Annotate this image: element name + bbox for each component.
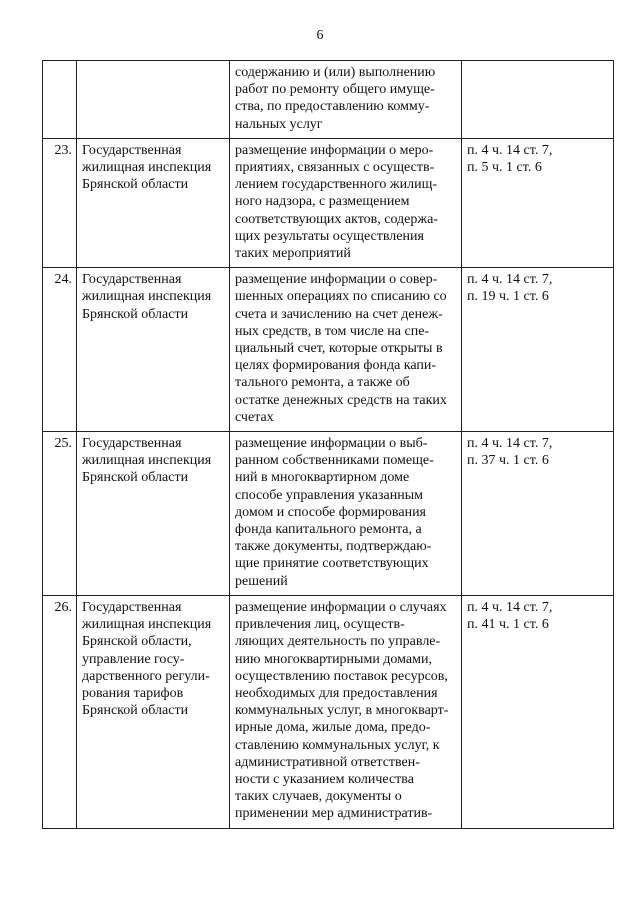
legal-reference: [462, 61, 614, 139]
responsible-organization: Государственная жилищная инспекция Брянской области, управление госу- дарственного регули- рования тарифов Брянской области: [77, 595, 230, 828]
document-table: [42, 60, 614, 829]
legal-reference: п. 4 ч. 14 ст. 7, п. 5 ч. 1 ст. 6: [462, 138, 614, 267]
legal-reference: п. 4 ч. 14 ст. 7, п. 19 ч. 1 ст. 6: [462, 268, 614, 432]
row-number: 25.: [43, 432, 77, 596]
legal-reference: п. 4 ч. 14 ст. 7, п. 41 ч. 1 ст. 6: [462, 595, 614, 828]
table-row: [43, 432, 614, 596]
page-number: 6: [316, 28, 324, 43]
information-description: размещение информации о меро- приятиях, связанных с осуществ- лением государственного жилищ- ного надзора, с размещением соответствующих актов, содержа- щих результаты осуществления таких мероприятий: [230, 138, 462, 267]
row-number: 26.: [43, 595, 77, 828]
responsible-organization: Государственная жилищная инспекция Брянской области: [77, 138, 230, 267]
information-description: размещение информации о выб- ранном собственниками помеще- ний в многоквартирном доме способе управления указанным домом и способе формирования фонда капитального ремонта, а также документы, подтверждаю- щие принятие соответствующих решений: [230, 432, 462, 596]
row-number: [43, 61, 77, 139]
information-description: содержанию и (или) выполнению работ по ремонту общего имуще- ства, по предоставлению комму- нальных услуг: [230, 61, 462, 139]
table-row: [43, 61, 614, 139]
information-description: размещение информации о случаях привлечения лиц, осуществ- ляющих деятельность по управле- нию многоквартирными домами, осуществлению поставок ресурсов, необходимых для предоставления коммунальных услуг, в многокварт- ирные дома, жилые дома, предо- ставлению коммунальных услуг, к административной ответствен- ности с указанием количества таких случаев, документы о применении мер административ-: [230, 595, 462, 828]
responsible-organization: Государственная жилищная инспекция Брянской области: [77, 268, 230, 432]
row-number: 24.: [43, 268, 77, 432]
information-description: размещение информации о совер- шенных операциях по списанию со счета и зачислению на счет денеж- ных средств, в том числе на спе- циальный счет, которые открыты в целях формирования фонда капи- тального ремонта, а также об остатке денежных средств на таких счетах: [230, 268, 462, 432]
responsible-organization: [77, 61, 230, 139]
table-row: [43, 595, 614, 828]
table-row: [43, 138, 614, 267]
table-row: [43, 268, 614, 432]
legal-reference: п. 4 ч. 14 ст. 7, п. 37 ч. 1 ст. 6: [462, 432, 614, 596]
row-number: 23.: [43, 138, 77, 267]
responsible-organization: Государственная жилищная инспекция Брянской области: [77, 432, 230, 596]
